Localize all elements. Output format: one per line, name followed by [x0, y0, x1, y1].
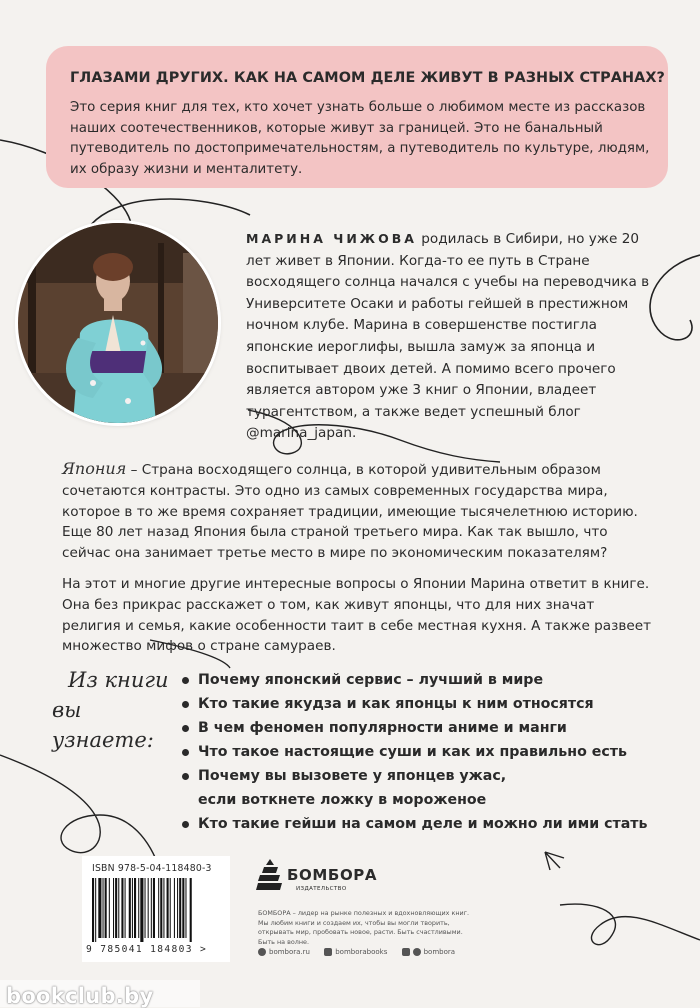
barcode-bar: [109, 878, 110, 938]
barcode-bar: [98, 878, 101, 938]
series-title: ГЛАЗАМИ ДРУГИХ. КАК НА САМОМ ДЕЛЕ ЖИВУТ В РАЗНЫХ СТРАНАХ?: [70, 70, 666, 86]
learn-list-item: Кто такие якудза и как японцы к ним относятся: [180, 692, 670, 716]
publisher-description: БОМБОРА – лидер на рынке полезных и вдохновляющих книг. Мы любим книги и создаем их, чтобы вы могли творить, открывать мир, пробовать новое, расти. Быть счастливыми. Быть на волне.: [258, 909, 470, 946]
barcode-bar: [170, 878, 171, 938]
barcode-digits: 9 785041 184803 >: [86, 944, 208, 955]
author-bio: [246, 228, 651, 445]
learn-list-item: В чем феномен популярности аниме и манги: [180, 716, 670, 740]
publisher-name: БОМБОРА: [287, 866, 378, 884]
barcode-bar: [92, 878, 94, 942]
barcode-bar: [138, 878, 139, 938]
learn-heading-line1: Из книги: [68, 668, 169, 692]
globe-icon: [258, 948, 266, 956]
series-description: Это серия книг для тех, кто хочет узнать больше о любимом месте из рассказов наших соотечественников, которые живут за границей. Это не банальный путеводитель по достопримечательностям, а путеводитель по культуре, людям, их образу жизни и менталитету.: [70, 100, 650, 177]
bombora-logo-icon: [256, 857, 284, 895]
intro-text: – Страна восходящего солнца, в которой удивительным образом сочетаются контрасты. Это одно из самых современных государства мира, которое в то же время сохраняет традиции, имеющие тысячелетнюю историю. Еще 80 лет назад Япония была страной третьего мира. Как так вышло, что сейчас она занимает третье место в мире по экономическим показателям?: [62, 462, 638, 562]
barcode-bar: [153, 878, 155, 938]
barcode-bar: [129, 878, 131, 938]
isbn-label: ISBN 978-5-04-118480-3: [92, 863, 212, 874]
barcode-bar: [167, 878, 169, 938]
second-paragraph: На этот и многие другие интересные вопросы о Японии Марина ответит в книге. Она без прикрас расскажет о том, как живут японцы, что для них значат религия и семья, какие особенности таит в себе местная кухня. А также развеет множество мифов о стране самураев.: [62, 576, 651, 655]
barcode-bar: [190, 878, 192, 942]
barcode-bar: [160, 878, 162, 938]
barcode-bar: [185, 878, 186, 938]
barcode-bar: [182, 878, 184, 938]
barcode-bar: [115, 878, 117, 938]
barcode-bar: [158, 878, 159, 938]
social-site[interactable]: [258, 948, 310, 956]
author-name: МАРИНА ЧИЖОВА: [246, 231, 417, 246]
social-vk-telegram[interactable]: [402, 948, 455, 956]
barcode-bar: [134, 878, 136, 938]
barcode-bar: [151, 878, 152, 938]
social-instagram[interactable]: [324, 948, 387, 956]
barcode-bar: [177, 878, 178, 938]
social-vk-label: bombora: [423, 948, 456, 956]
barcode-bar: [103, 878, 104, 938]
intro-paragraph: [62, 459, 654, 564]
social-site-label: bombora.ru: [269, 948, 310, 956]
barcode-bar: [118, 878, 119, 938]
barcode-image: [92, 878, 222, 942]
author-portrait: [18, 223, 218, 423]
barcode-bar: [145, 878, 146, 938]
learn-list: [180, 668, 670, 836]
barcode-bar: [163, 878, 164, 938]
publisher-subtitle: ИЗДАТЕЛЬСТВО: [296, 886, 347, 892]
social-links: [258, 948, 538, 962]
author-photo-illustration: [18, 223, 218, 423]
learn-list-item: Почему вы вызовете у японцев ужас, если воткнете ложку в мороженое: [180, 764, 670, 812]
social-instagram-label: bomborabooks: [335, 948, 388, 956]
barcode-bar: [105, 878, 107, 938]
vk-icon: [402, 948, 410, 956]
learn-heading: [52, 665, 182, 755]
barcode-bar: [148, 878, 149, 938]
barcode-bar: [132, 878, 133, 938]
barcode-bar: [140, 878, 143, 942]
barcode-bar: [179, 878, 181, 938]
instagram-icon: [324, 948, 332, 956]
telegram-icon: [413, 948, 421, 956]
author-bio-text: родилась в Сибири, но уже 20 лет живет в Японии. Когда-то ее путь в Стране восходящего солнца начался с учебы на переводчика в Университете Осаки и работы гейшей в престижном ночном клубе. Марина в совершенстве постигла японские иероглифы, вышла замуж за японца и воспитывает двоих детей. А помимо всего прочего является автором уже 3 книг о Японии, владеет турагентством, а также ведет успешный блог @marina_japan.: [246, 231, 650, 442]
barcode-bar: [125, 878, 126, 938]
learn-list-item: Почему японский сервис – лучший в мире: [180, 668, 670, 692]
barcode-bar: [113, 878, 114, 938]
barcode-bar: [121, 878, 123, 938]
learn-list-item: Что такое настоящие суши и как их правильно есть: [180, 740, 670, 764]
watermark: bookclub.by: [6, 984, 154, 1008]
japan-script-word: Япония: [62, 459, 127, 478]
barcode-bar: [95, 878, 96, 942]
learn-list-item: Кто такие гейши на самом деле и можно ли ими стать: [180, 812, 670, 836]
learn-heading-line2: вы узнаете:: [52, 698, 154, 752]
barcode-bar: [174, 878, 175, 938]
